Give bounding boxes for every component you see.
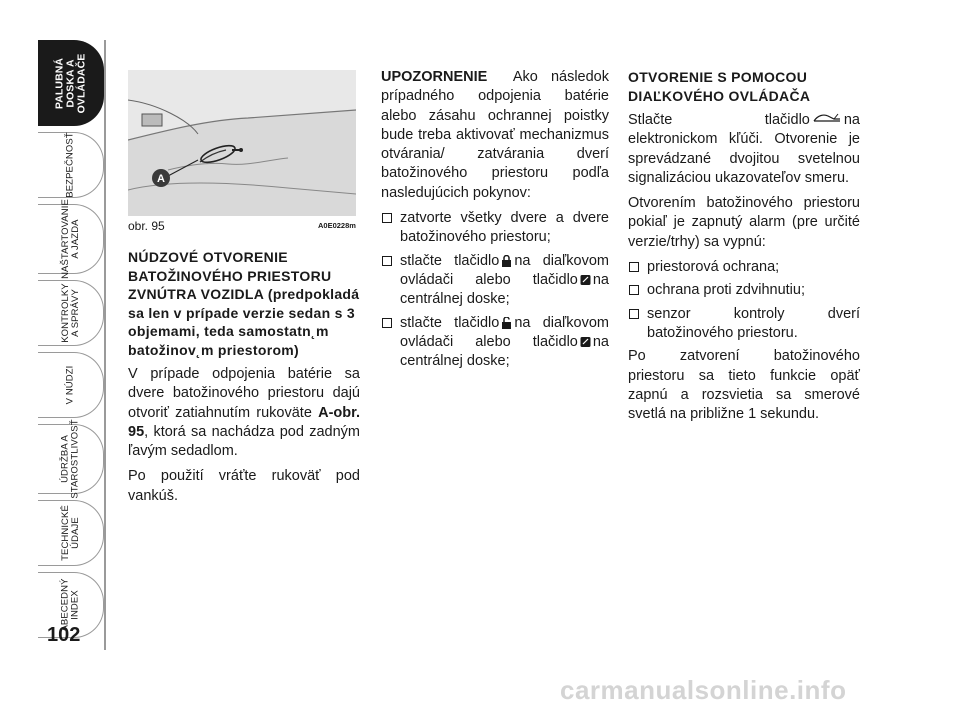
column-warning [381, 68, 609, 375]
tab-index[interactable]: ABECEDNÝ INDEX [38, 572, 104, 638]
list-item: stlačte tlačidlo na diaľkovom ovládači alebo tlačidlo na centrálnej doske; [381, 314, 609, 372]
page-number: 102 [47, 624, 81, 646]
tab-starting-driving[interactable]: NAŠTARTOVANIE A JAZDA [38, 204, 104, 274]
tab-emergency[interactable]: V NÚDZI [38, 352, 104, 418]
watermark: carmanualsonline.info [560, 675, 847, 705]
figure-reference: A-obr. 95 [128, 404, 360, 440]
instruction-list [381, 209, 609, 371]
paragraph: Po použití vráťte rukoväť pod vankúš. [128, 468, 360, 504]
deactivated-functions-list [628, 258, 860, 343]
unlock-icon [501, 317, 512, 329]
tab-safety[interactable]: BEZPEČNOSŤ [38, 132, 104, 198]
warning-label: UPOZORNENIE [381, 69, 488, 85]
unlock-icon [501, 255, 512, 267]
list-item: senzor kontroly dverí batožinového priestoru. [628, 305, 860, 344]
tab-dashboard-controls[interactable]: PALUBNÁ DOSKA A OVLÁDAČE [38, 40, 104, 126]
figure-code: A0E0228m [318, 221, 356, 230]
paragraph: Stlačte tlačidlo na elektronickom kľúči. Otvorenie je sprevádzané dvojitou svetelnou signalizáciou ukazovateľov smeru. [628, 112, 860, 186]
list-item: priestorová ochrana; [628, 258, 860, 277]
figure-caption: obr. 95 [128, 219, 165, 233]
tab-warnings-messages[interactable]: KONTROLKY A SPRÁVY [38, 280, 104, 346]
margin-divider [104, 40, 106, 650]
paragraph: V prípade odpojenia batérie sa dvere batožinového priestoru dajú otvoriť zatiahnutím rukoväte A-obr. 95, ktorá sa nachádza pod zadným ľavým sedadlom. [128, 366, 360, 460]
column-emergency-opening [128, 248, 360, 512]
tab-technical-data[interactable]: TECHNICKÉ ÚDAJE [38, 500, 104, 566]
figure-marker: A [157, 173, 165, 185]
section-tab-strip [38, 40, 104, 632]
lock-button-icon [580, 274, 591, 286]
list-item: zatvorte všetky dvere a dvere batožinového priestoru; [381, 209, 609, 248]
section-heading: OTVORENIE S POMOCOU DIAĽKOVÉHO OVLÁDAČA [628, 69, 811, 104]
section-heading: NÚDZOVÉ OTVORENIE BATOŽINOVÉHO PRIESTORU ZVNÚTRA VOZIDLA (predpokladá sa len v prípade verzie sedan s 3 objemami, teda samostatn˛m batožinov˛m priestorom) [128, 249, 360, 358]
tab-maintenance[interactable]: ÚDRŽBA A STAROSTLIVOSŤ [38, 424, 104, 494]
list-item: ochrana proti zdvihnutiu; [628, 281, 860, 300]
list-item: stlačte tlačidlo na diaľkovom ovládači alebo tlačidlo na centrálnej doske; [381, 252, 609, 310]
paragraph: Po zatvorení batožinového priestoru sa tieto funkcie opäť zapnú a rozsvietia sa smerové svetlá na približne 1 sekundu. [628, 348, 860, 423]
paragraph: Otvorením batožinového priestoru pokiaľ je zapnutý alarm (pre určité verzie/trhy) sa vypnú: [628, 195, 860, 250]
warning-paragraph: UPOZORNENIE Ako následok prípadného odpojenia batérie alebo zásahu ochrannej poistky bude treba aktivovať mechanizmus otvárania/ zatvárania dverí batožinového priestoru podľa nasledujúcich pokynov: [381, 69, 609, 201]
trunk-icon [812, 113, 842, 125]
column-remote-opening [628, 68, 860, 430]
seat-handle-illustration [128, 70, 356, 216]
lock-button-icon [580, 336, 591, 348]
figure-illustration [128, 70, 356, 216]
